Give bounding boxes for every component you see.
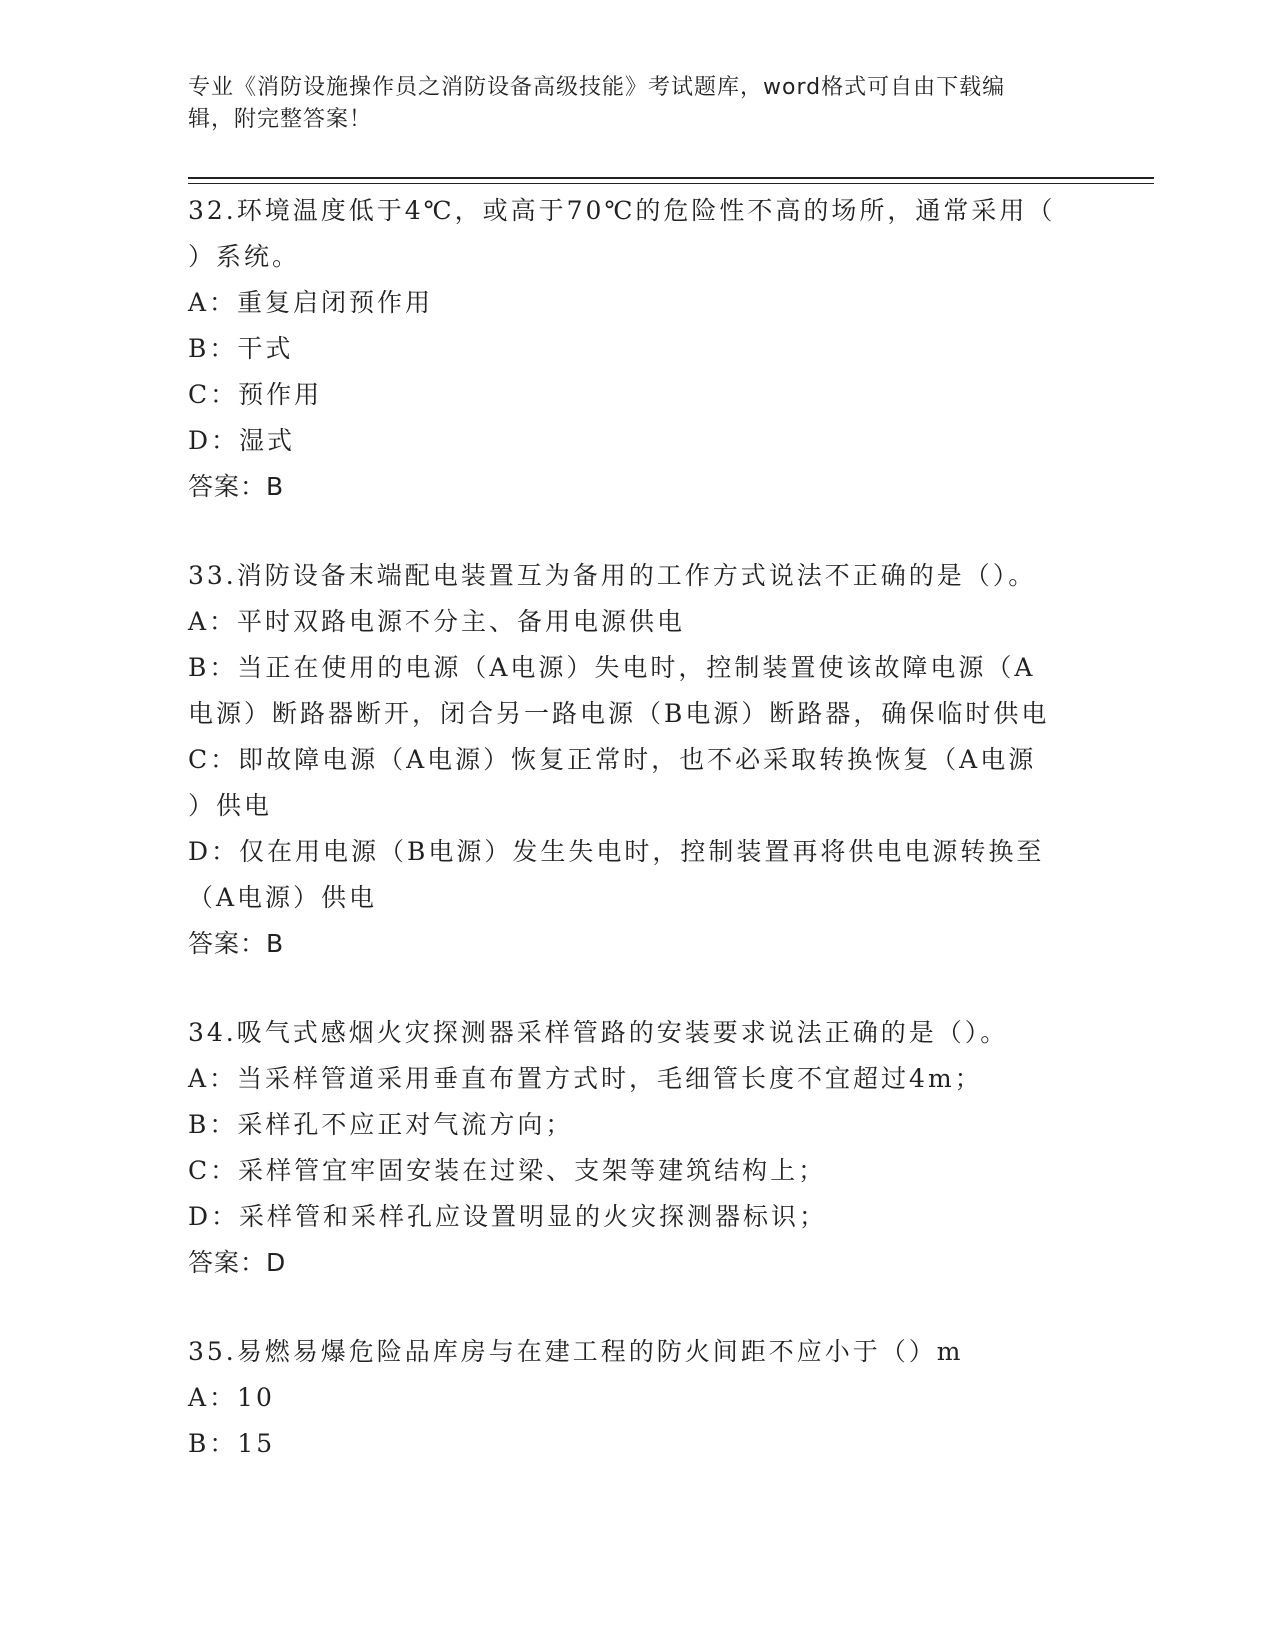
option-line: D：仅在用电源（B电源）发生失电时，控制装置再将供电电源转换至 bbox=[188, 837, 1045, 866]
option-line: C：采样管宜牢固安装在过梁、支架等建筑结构上； bbox=[188, 1156, 827, 1185]
option-line: A：重复启闭预作用 bbox=[188, 288, 434, 317]
question-block bbox=[188, 188, 1088, 510]
option-line: D：湿式 bbox=[188, 426, 296, 455]
option-line: B：15 bbox=[188, 1429, 276, 1458]
option-line: D：采样管和采样孔应设置明显的火灾探测器标识； bbox=[188, 1202, 828, 1231]
option-line: 电源）断路器断开，闭合另一路电源（B电源）断路器，确保临时供电 bbox=[188, 699, 1050, 728]
answer-line: 答案：D bbox=[188, 1248, 287, 1277]
option-line: ）供电 bbox=[188, 791, 273, 820]
question-list bbox=[188, 188, 1088, 1467]
option-line: B：干式 bbox=[188, 334, 294, 363]
question-block bbox=[188, 1010, 1088, 1286]
answer-line: 答案：B bbox=[188, 929, 285, 958]
option-line: A：平时双路电源不分主、备用电源供电 bbox=[188, 607, 686, 636]
header-line-2: 辑，附完整答案！ bbox=[188, 107, 373, 132]
option-line: B：采样孔不应正对气流方向； bbox=[188, 1110, 574, 1139]
question-block bbox=[188, 553, 1088, 967]
option-line: C：预作用 bbox=[188, 380, 323, 409]
header-line-1: 专业《消防设施操作员之消防设备高级技能》考试题库，word格式可自由下载编 bbox=[188, 75, 1006, 100]
option-line: C：即故障电源（A电源）恢复正常时，也不必采取转换恢复（A电源 bbox=[188, 745, 1037, 774]
option-line: A：当采样管道采用垂直布置方式时，毛细管长度不宜超过4m； bbox=[188, 1064, 983, 1093]
question-spacer bbox=[188, 967, 1088, 1010]
question-spacer bbox=[188, 1286, 1088, 1329]
option-line: （A电源）供电 bbox=[188, 883, 378, 912]
question-spacer bbox=[188, 510, 1088, 553]
document-header bbox=[188, 72, 1068, 136]
question-text-line: 33.消防设备末端配电装置互为备用的工作方式说法不正确的是（）。 bbox=[188, 561, 1037, 590]
question-text-line: 32.环境温度低于4℃，或高于70℃的危险性不高的场所，通常采用（ bbox=[188, 196, 1056, 225]
header-divider-thick bbox=[188, 177, 1154, 179]
option-line: B：当正在使用的电源（A电源）失电时，控制装置使该故障电源（A bbox=[188, 653, 1036, 682]
question-text-line: ）系统。 bbox=[188, 242, 301, 271]
option-line: A：10 bbox=[188, 1383, 275, 1412]
question-block bbox=[188, 1329, 1088, 1467]
question-text-line: 34.吸气式感烟火灾探测器采样管路的安装要求说法正确的是（）。 bbox=[188, 1018, 1009, 1047]
answer-line: 答案：B bbox=[188, 472, 285, 501]
header-divider-thin bbox=[188, 183, 1154, 184]
question-text-line: 35.易燃易爆危险品库房与在建工程的防火间距不应小于（）m bbox=[188, 1337, 964, 1366]
